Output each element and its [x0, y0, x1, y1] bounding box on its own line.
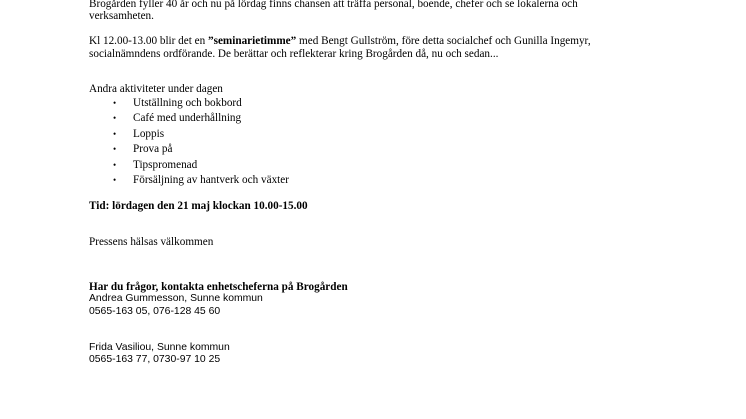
bullet-icon: •	[113, 175, 117, 186]
contact-person-2	[89, 342, 689, 367]
bullet-icon: •	[113, 159, 117, 170]
bullet-icon: •	[113, 113, 117, 124]
bullet-icon: •	[113, 128, 117, 139]
activities-heading: Andra aktiviteter under dagen	[89, 83, 223, 96]
intro-line-2: verksamheten.	[89, 10, 154, 23]
list-item-text: Café med underhållning	[133, 112, 242, 125]
contact-name: Andrea Gummesson, Sunne kommun	[89, 293, 263, 305]
intro-paragraph	[89, 0, 689, 23]
list-item	[89, 142, 689, 158]
spacer	[89, 248, 689, 270]
seminar-highlight: ”seminarietimme”	[208, 35, 297, 48]
contact-phone: 0565-163 77, 0730-97 10 25	[89, 354, 221, 366]
contact-phone: 0565-163 05, 076-128 45 60	[89, 305, 221, 317]
list-item	[89, 96, 689, 112]
bullet-icon: •	[113, 144, 117, 155]
spacer	[89, 212, 689, 224]
spacer	[89, 72, 689, 83]
list-item-text: Loppis	[133, 127, 165, 140]
event-time: Tid: lördagen den 21 maj klockan 10.00-15.00	[89, 199, 308, 212]
list-item	[89, 111, 689, 127]
list-item	[89, 127, 689, 143]
document-body	[89, 0, 689, 366]
list-item-text: Försäljning av hantverk och växter	[133, 174, 289, 187]
list-item	[89, 158, 689, 174]
spacer	[89, 318, 689, 330]
seminar-line-2: socialnämndens ordförande. De berättar och reflekterar kring Brogården då, nu och sedan...	[89, 47, 499, 60]
contact-person-1	[89, 293, 689, 318]
spacer	[89, 225, 689, 236]
bullet-icon: •	[113, 97, 117, 108]
seminar-paragraph	[89, 35, 689, 60]
contact-name: Frida Vasiliou, Sunne kommun	[89, 341, 230, 353]
spacer	[89, 189, 689, 200]
contact-heading: Har du frågor, kontakta enhetscheferna på Brogården	[89, 281, 348, 294]
press-welcome: Pressens hälsas välkommen	[89, 235, 214, 248]
spacer	[89, 270, 689, 281]
list-item-text: Tipspromenad	[133, 158, 198, 171]
intro-line-1: Brogården fyller 40 år och nu på lördag finns chansen att träffa personal, boende, chefer och se lokalerna och	[89, 0, 578, 10]
spacer	[89, 23, 689, 35]
seminar-prefix: Kl 12.00-13.00 blir det en	[89, 35, 209, 48]
activities-list	[89, 96, 689, 189]
list-item-text: Utställning och bokbord	[133, 96, 242, 109]
list-item-text: Prova på	[133, 143, 173, 156]
spacer	[89, 331, 689, 342]
list-item	[89, 173, 689, 189]
spacer	[89, 60, 689, 72]
seminar-suffix: med Bengt Gullström, före detta socialchef och Gunilla Ingemyr,	[296, 35, 591, 48]
